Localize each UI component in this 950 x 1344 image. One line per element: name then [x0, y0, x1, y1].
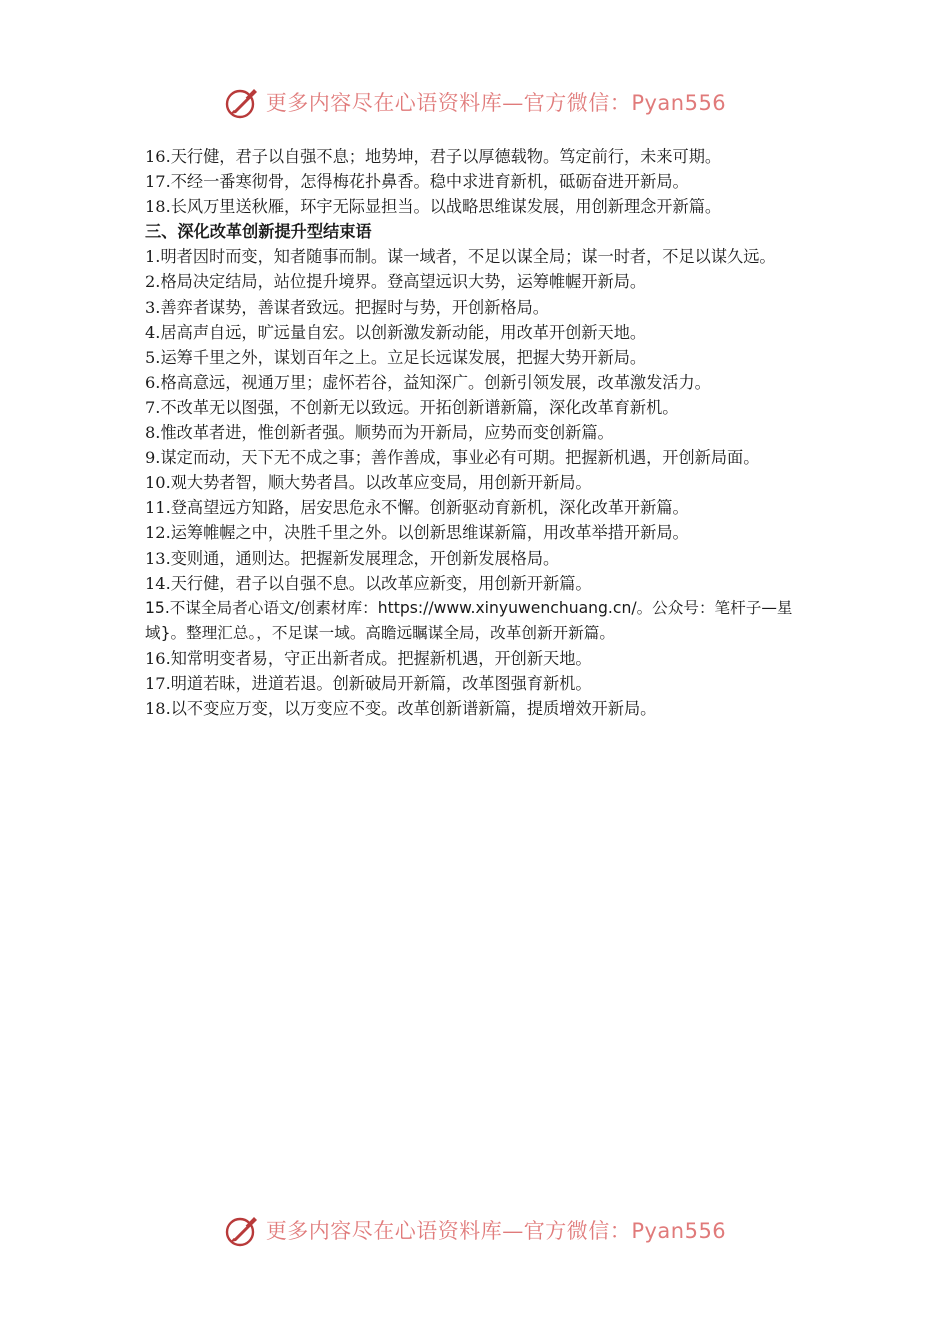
quill-pen-icon: [224, 84, 260, 120]
paragraph-line: 8.惟改革者进，惟创新者强。顺势而为开新局，应势而变创新篇。: [145, 423, 614, 443]
paragraph-line: 17.明道若昧，进道若退。创新破局开新篇，改革图强育新机。: [145, 673, 592, 693]
footer-watermark: [0, 1212, 950, 1248]
paragraph-line: 3.善弈者谋势，善谋者致远。把握时与势，开创新格局。: [145, 297, 549, 317]
paragraph-line: 15.不谋全局者心语文/创素材库：https://www.xinyuwenchuang.cn/。公众号：笔杆子—星域}。整理汇总。，不足谋一域。高瞻远瞩谋全局，改革创新开新篇。: [145, 598, 793, 642]
paragraph-line: 18.以不变应万变，以万变应不变。改革创新谱新篇，提质增效开新局。: [145, 699, 657, 719]
paragraph-line: 16.天行健，君子以自强不息；地势坤，君子以厚德载物。笃定前行，未来可期。: [145, 147, 722, 166]
paragraph-line: 11.登高望远方知路，居安思危永不懈。创新驱动育新机，深化改革开新篇。: [145, 498, 689, 518]
paragraph-line: 10.观大势者智，顺大势者昌。以改革应变局，用创新开新局。: [145, 473, 592, 493]
paragraph-line: 16.知常明变者易，守正出新者成。把握新机遇，开创新天地。: [145, 648, 592, 668]
document-body: [145, 144, 815, 721]
watermark-text: 更多内容尽在心语资料库—官方微信：Pyan556: [265, 91, 727, 115]
section-heading: 三、深化改革创新提升型结束语: [145, 222, 372, 242]
paragraph-line: 17.不经一番寒彻骨，怎得梅花扑鼻香。稳中求进育新机，砥砺奋进开新局。: [145, 172, 689, 192]
quill-pen-icon: [224, 1212, 260, 1248]
paragraph-line: 1.明者因时而变，知者随事而制。谋一域者，不足以谋全局；谋一时者，不足以谋久远。: [145, 247, 776, 267]
paragraph-line: 6.格高意远，视通万里；虚怀若谷，益知深广。创新引领发展，改革激发活力。: [145, 372, 711, 392]
paragraph-line: 14.天行健，君子以自强不息。以改革应新变，用创新开新篇。: [145, 573, 592, 593]
header-watermark: [0, 84, 950, 120]
paragraph-line: 4.居高声自远，旷远量自宏。以创新激发新动能，用改革开创新天地。: [145, 322, 647, 342]
paragraph-line: 7.不改革无以图强，不创新无以致远。开拓创新谱新篇，深化改革育新机。: [145, 397, 679, 417]
paragraph-line: 18.长风万里送秋雁，环宇无际显担当。以战略思维谋发展，用创新理念开新篇。: [145, 197, 722, 217]
watermark-text: 更多内容尽在心语资料库—官方微信：Pyan556: [265, 1219, 727, 1243]
paragraph-line: 12.运筹帷幄之中，决胜千里之外。以创新思维谋新篇，用改革举措开新局。: [145, 523, 689, 543]
paragraph-line: 9.谋定而动，天下无不成之事；善作善成，事业必有可期。把握新机遇，开创新局面。: [145, 448, 760, 468]
paragraph-line: 13.变则通，通则达。把握新发展理念，开创新发展格局。: [145, 548, 560, 568]
paragraph-line: 2.格局决定结局，站位提升境界。登高望远识大势，运筹帷幄开新局。: [145, 272, 647, 292]
paragraph-line: 5.运筹千里之外，谋划百年之上。立足长远谋发展，把握大势开新局。: [145, 347, 647, 367]
